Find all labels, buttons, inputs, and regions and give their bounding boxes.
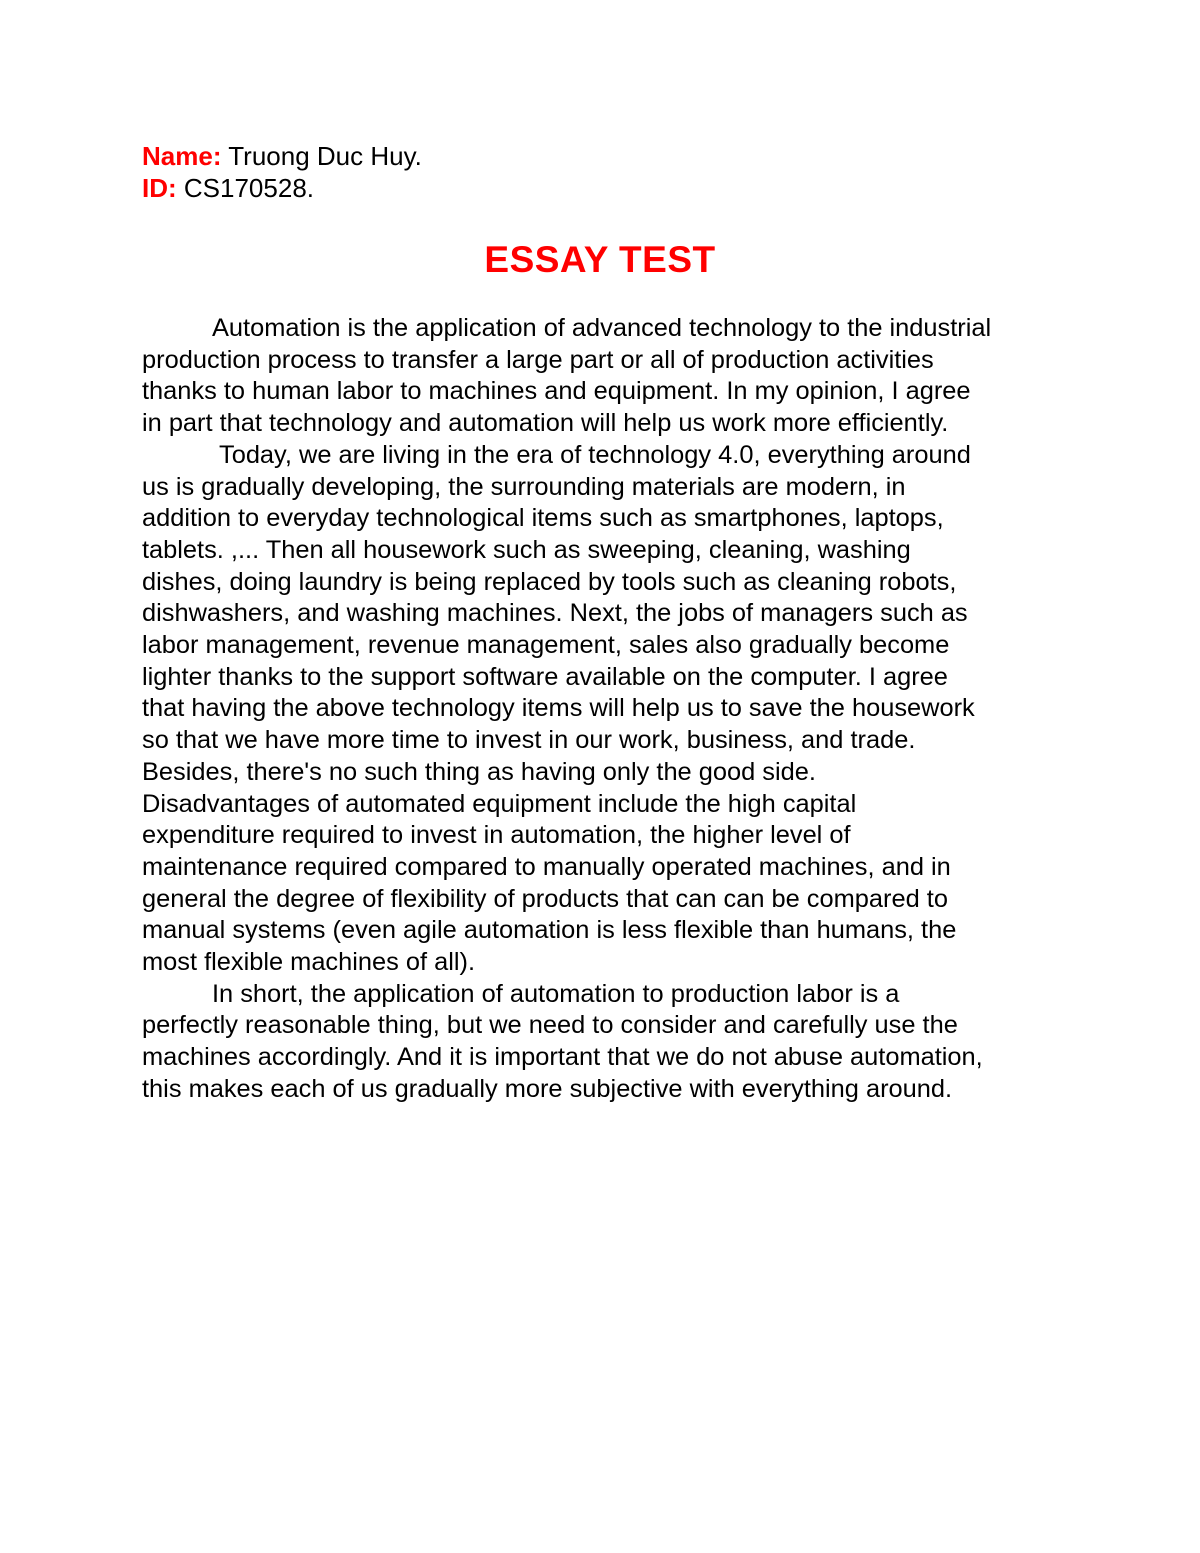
body-line: expenditure required to invest in automation, the higher level of: [142, 821, 851, 850]
body-line: that having the above technology items will help us to save the housework: [142, 694, 975, 723]
body-line: so that we have more time to invest in our work, business, and trade.: [142, 726, 916, 755]
body-line: Automation is the application of advanced technology to the industrial: [212, 314, 992, 342]
body-line: lighter thanks to the support software available on the computer. I agree: [142, 662, 948, 691]
body-line: tablets. ,... Then all housework such as sweeping, cleaning, washing: [142, 535, 911, 564]
essay-body: [142, 313, 1062, 1106]
body-line: dishwashers, and washing machines. Next, the jobs of managers such as: [142, 599, 968, 628]
body-line: Today, we are living in the era of technology 4.0, everything around: [219, 440, 971, 469]
name-label: Name:: [142, 141, 222, 171]
body-line: In short, the application of automation to production labor is a: [212, 979, 900, 1008]
body-line: labor management, revenue management, sales also gradually become: [142, 631, 950, 660]
essay-title: ESSAY TEST: [484, 239, 716, 280]
body-line: production process to transfer a large part or all of production activities: [142, 345, 934, 374]
body-line: perfectly reasonable thing, but we need to consider and carefully use the: [142, 1011, 958, 1040]
body-line: maintenance required compared to manually operated machines, and in: [142, 852, 951, 881]
body-line: us is gradually developing, the surrounding materials are modern, in: [142, 472, 906, 501]
body-line: addition to everyday technological items such as smartphones, laptops,: [142, 504, 944, 533]
body-line: machines accordingly. And it is important that we do not abuse automation,: [142, 1043, 983, 1072]
body-line: this makes each of us gradually more subjective with everything around.: [142, 1074, 953, 1103]
body-line: manual systems (even agile automation is less flexible than humans, the: [142, 916, 957, 945]
body-line: thanks to human labor to machines and equipment. In my opinion, I agree: [142, 377, 971, 406]
body-line: most flexible machines of all).: [142, 948, 476, 977]
id-value: CS170528.: [176, 173, 314, 203]
name-value: Truong Duc Huy.: [221, 141, 422, 171]
body-line: in part that technology and automation will help us work more efficiently.: [142, 409, 949, 438]
id-row: [142, 172, 422, 204]
id-label: ID:: [142, 173, 177, 203]
body-line: Besides, there's no such thing as having only the good side.: [142, 757, 816, 786]
student-info: [142, 140, 422, 204]
body-line: general the degree of flexibility of products that can can be compared to: [142, 884, 948, 913]
body-line: dishes, doing laundry is being replaced by tools such as cleaning robots,: [142, 567, 957, 596]
name-row: [142, 140, 422, 172]
body-line: Disadvantages of automated equipment include the high capital: [142, 789, 857, 818]
